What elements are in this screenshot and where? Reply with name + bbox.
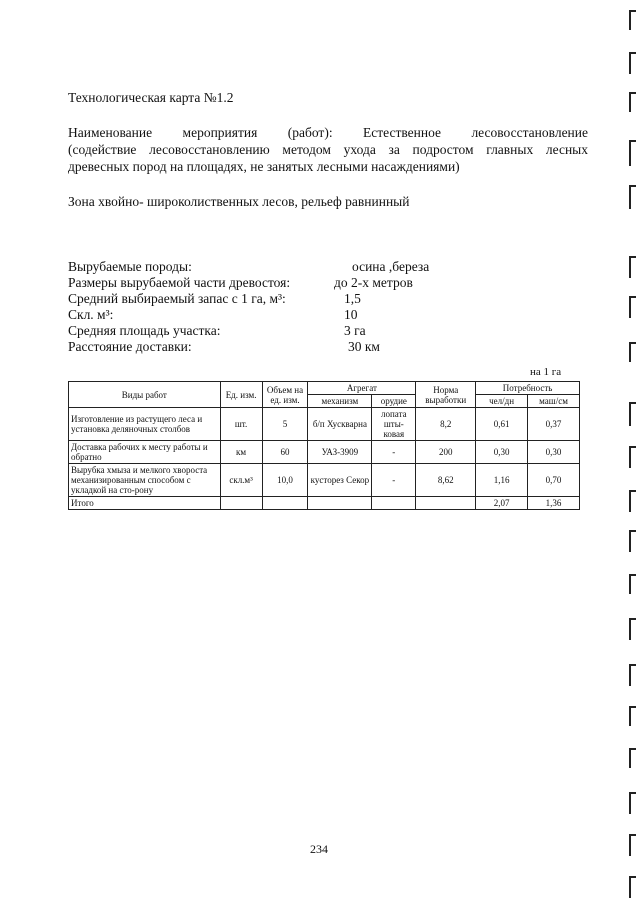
cell-norm: 8,62 xyxy=(416,464,476,497)
page-number: 234 xyxy=(310,842,328,856)
cell-unit: скл.м³ xyxy=(220,464,262,497)
param-label: Средняя площадь участка: xyxy=(68,323,221,338)
activity-description xyxy=(68,124,588,175)
cell-volume: 10,0 xyxy=(262,464,308,497)
cell-work: Изготовление из растущего леса и установка деляночных столбов xyxy=(69,408,221,441)
total-label: Итого xyxy=(69,497,221,510)
cell-machine-shifts: 0,37 xyxy=(528,408,580,441)
cell-tool: лопата шты-ковая xyxy=(372,408,416,441)
param-label: Размеры вырубаемой части древостоя: xyxy=(68,275,291,290)
activity-line: древесных пород на площадях, не занятых лесными насаждениями) xyxy=(68,159,460,174)
cell-machine-shifts: 0,70 xyxy=(528,464,580,497)
total-person-days: 2,07 xyxy=(476,497,528,510)
cell-volume: 60 xyxy=(262,441,308,464)
cell-norm: 8,2 xyxy=(416,408,476,441)
header-norm: Норма выработки xyxy=(416,382,476,408)
header-volume: Объем на ед. изм. xyxy=(262,382,308,408)
table-total-row xyxy=(69,497,580,510)
param-value: 1,5 xyxy=(344,291,361,306)
cell-work: Доставка рабочих к месту работы и обратно xyxy=(69,441,221,464)
cell-machine-shifts: 0,30 xyxy=(528,441,580,464)
unit-note: на 1 га xyxy=(530,366,562,378)
param-value: осина ,береза xyxy=(352,259,430,274)
cell-mechanism: кусторез Секор xyxy=(308,464,372,497)
param-label: Расстояние доставки: xyxy=(68,339,192,354)
param-value: 30 км xyxy=(348,339,380,354)
table-row xyxy=(69,464,580,497)
header-tool: орудие xyxy=(372,395,416,408)
param-value: 3 га xyxy=(344,323,366,338)
zone-description: Зона хвойно- широколиственных лесов, рельеф равнинный xyxy=(68,194,410,209)
cell-norm: 200 xyxy=(416,441,476,464)
param-label: Средний выбираемый запас с 1 га, м³: xyxy=(68,291,286,306)
table-row xyxy=(69,441,580,464)
header-mechanism: механизм xyxy=(308,395,372,408)
table-row xyxy=(69,408,580,441)
header-need: Потребность xyxy=(476,382,580,395)
document-title: Технологическая карта №1.2 xyxy=(68,90,234,105)
cell-mechanism: б/п Хускварна xyxy=(308,408,372,441)
param-value: 10 xyxy=(344,307,358,322)
cell-person-days: 0,61 xyxy=(476,408,528,441)
header-aggregate: Агрегат xyxy=(308,382,416,395)
total-machine-shifts: 1,36 xyxy=(528,497,580,510)
cell-work: Вырубка хмыза и мелкого хворостa механизированным способом с укладкой на сто-рону xyxy=(69,464,221,497)
cell-unit: км xyxy=(220,441,262,464)
cell-tool: - xyxy=(372,464,416,497)
activity-line: (содействие лесовосстановлению методом ухода за подростом главных лесных xyxy=(68,142,588,157)
header-unit: Ед. изм. xyxy=(220,382,262,408)
cell-unit: шт. xyxy=(220,408,262,441)
work-operations-table xyxy=(68,381,580,510)
header-machine-shifts: маш/см xyxy=(528,395,580,408)
activity-line: Наименование мероприятия (работ): Естественное лесовосстановление xyxy=(68,125,588,140)
cell-person-days: 0,30 xyxy=(476,441,528,464)
header-work-types: Виды работ xyxy=(69,382,221,408)
param-value: до 2-х метров xyxy=(334,275,413,290)
cell-tool: - xyxy=(372,441,416,464)
cell-volume: 5 xyxy=(262,408,308,441)
param-label: Вырубаемые породы: xyxy=(68,259,192,274)
header-person-days: чел/дн xyxy=(476,395,528,408)
param-label: Скл. м³: xyxy=(68,307,114,322)
cell-person-days: 1,16 xyxy=(476,464,528,497)
cell-mechanism: УАЗ-3909 xyxy=(308,441,372,464)
